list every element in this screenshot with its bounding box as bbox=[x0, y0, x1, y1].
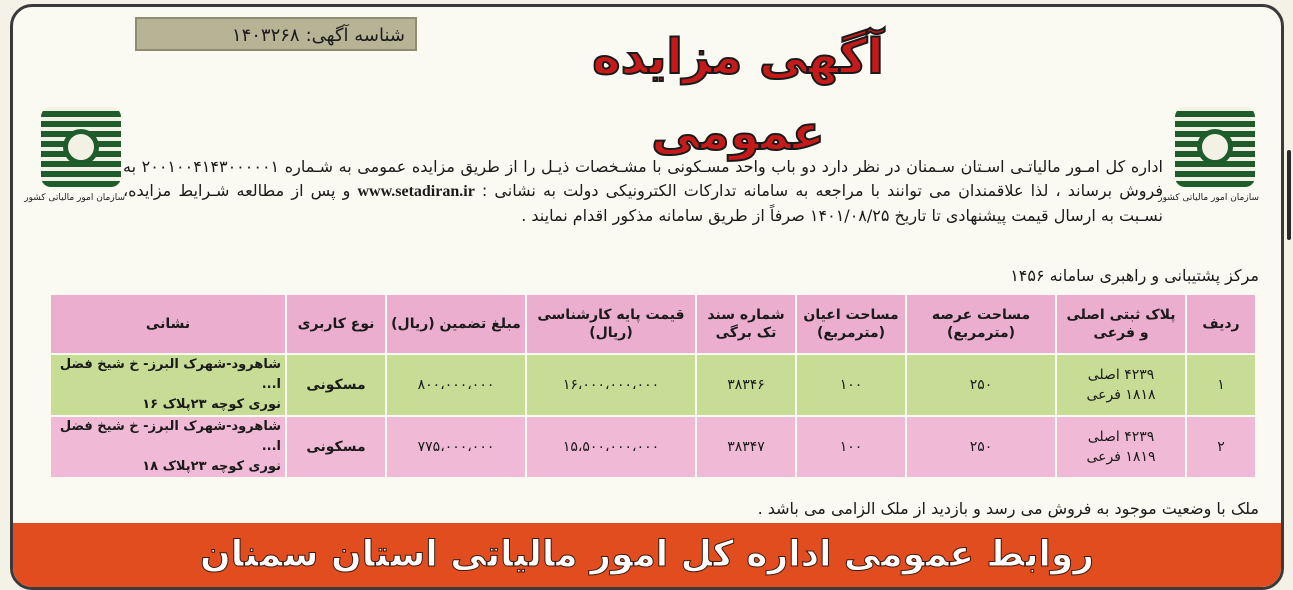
org-logo-left bbox=[24, 107, 125, 217]
ad-id-label: شناسه آگهی: bbox=[305, 25, 405, 46]
ad-id-value: ۱۴۰۳۲۶۸ bbox=[231, 25, 300, 46]
cell-base-price: ۱۶،۰۰۰،۰۰۰،۰۰۰ bbox=[526, 354, 696, 416]
table-row bbox=[50, 354, 1256, 416]
cell-land-area: ۲۵۰ bbox=[906, 354, 1056, 416]
cell-usage: مسکونی bbox=[286, 354, 386, 416]
body-part1: اداره کل امـور مالیاتـی اسـتان سـمنان در نظر دارد دو باب واحد مسـکونی با مشـخصات ذیـل را از طریق مزایده عمومی به شـماره ۲۰۰۱۰۰۴۱۴۳۰۰۰۰۰۱ به فروش برساند ، لذا علاقمندان می توانند با مراجعه به سامانه تدارکات الکترونیکی دولت به نشانی : bbox=[123, 157, 1163, 200]
cell-building-area: ۱۰۰ bbox=[796, 354, 906, 416]
plate-main: ۴۲۳۹ اصلی bbox=[1087, 429, 1155, 445]
tax-org-logo-icon bbox=[1175, 107, 1255, 187]
header-deed-no: شماره سند تک برگی bbox=[696, 294, 796, 354]
address-line2: نوری کوچه ۲۳پلاک ۱۸ bbox=[142, 459, 281, 474]
plate-sub: ۱۸۱۸ فرعی bbox=[1086, 387, 1156, 403]
plate-sub: ۱۸۱۹ فرعی bbox=[1086, 449, 1156, 465]
support-center: مرکز پشتیبانی و راهبری سامانه ۱۴۵۶ bbox=[1010, 266, 1259, 285]
cell-address bbox=[50, 354, 286, 416]
cell-deed-no: ۳۸۳۴۶ bbox=[696, 354, 796, 416]
cell-building-area: ۱۰۰ bbox=[796, 416, 906, 478]
notice-footnote: ملک با وضعیت موجود به فروش می رسد و بازدید از ملک الزامی می باشد . bbox=[757, 499, 1259, 518]
cell-land-area: ۲۵۰ bbox=[906, 416, 1056, 478]
page-edge-mark bbox=[1287, 150, 1291, 240]
address-line1: شاهرود-شهرک البرز- خ شیخ فضل ا... bbox=[59, 419, 281, 454]
header-address: نشانی bbox=[50, 294, 286, 354]
header-usage: نوع کاربری bbox=[286, 294, 386, 354]
org-logo-caption: سازمان امور مالیاتی کشور bbox=[1158, 193, 1259, 203]
address-line2: نوری کوچه ۲۳پلاک ۱۶ bbox=[142, 397, 281, 412]
header-row-no: ردیف bbox=[1186, 294, 1256, 354]
cell-plate bbox=[1056, 354, 1186, 416]
header-guarantee: مبلغ تضمین (ریال) bbox=[386, 294, 526, 354]
cell-guarantee: ۷۷۵،۰۰۰،۰۰۰ bbox=[386, 416, 526, 478]
notice-title: آگهی مزایده عمومی bbox=[592, 29, 884, 161]
body-part2: و پس از مطالعه شـرایط مزایده، نسـبت به ارسال قیمت پیشنهادی تا تاریخ ۱۴۰۱/۰۸/۲۵ صرفاً از طریق سامانه مذکور اقدام نمایند . bbox=[123, 181, 1163, 225]
address-line1: شاهرود-شهرک البرز- خ شیخ فضل ا... bbox=[59, 357, 281, 392]
auction-items-table bbox=[49, 293, 1257, 479]
table-header-row bbox=[50, 294, 1256, 354]
cell-usage: مسکونی bbox=[286, 416, 386, 478]
setadiran-link[interactable]: www.setadiran.ir bbox=[357, 183, 475, 200]
org-logo-caption: سازمان امور مالیاتی کشور bbox=[24, 193, 125, 203]
header-land-area: مساحت عرصه (مترمربع) bbox=[906, 294, 1056, 354]
cell-row-no: ۲ bbox=[1186, 416, 1256, 478]
header-building-area: مساحت اعیان (مترمربع) bbox=[796, 294, 906, 354]
cell-base-price: ۱۵،۵۰۰،۰۰۰،۰۰۰ bbox=[526, 416, 696, 478]
tax-org-logo-icon bbox=[41, 107, 121, 187]
table-row bbox=[50, 416, 1256, 478]
cell-deed-no: ۳۸۳۴۷ bbox=[696, 416, 796, 478]
footer-banner: روابط عمومی اداره کل امور مالیاتی استان سمنان bbox=[13, 523, 1281, 587]
notice-body bbox=[123, 155, 1163, 228]
header-base-price: قیمت پایه کارشناسی (ریال) bbox=[526, 294, 696, 354]
cell-row-no: ۱ bbox=[1186, 354, 1256, 416]
cell-address bbox=[50, 416, 286, 478]
header-plate: پلاک ثبتی اصلی و فرعی bbox=[1056, 294, 1186, 354]
plate-main: ۴۲۳۹ اصلی bbox=[1087, 367, 1155, 383]
cell-guarantee: ۸۰۰،۰۰۰،۰۰۰ bbox=[386, 354, 526, 416]
cell-plate bbox=[1056, 416, 1186, 478]
org-logo-right bbox=[1158, 107, 1259, 217]
ad-id-box bbox=[135, 17, 417, 51]
notice-frame bbox=[10, 4, 1284, 590]
